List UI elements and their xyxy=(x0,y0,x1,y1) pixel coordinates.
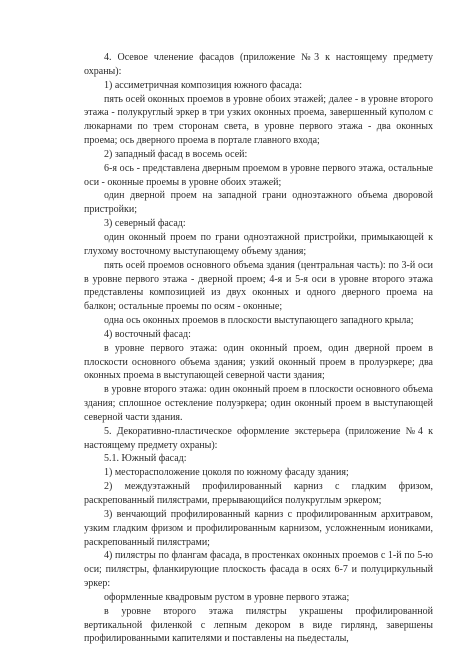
paragraph: в уровне первого этажа: один оконный проем, один дверной проем в плоскости основного объема здания; узкий оконный проем в пролуэркере; два оконных проема в выступающей северной части здания; xyxy=(84,342,433,382)
paragraph: одна ось оконных проемов в плоскости выступающего западного крыла; xyxy=(104,315,414,327)
list-item-north-facade: 3) северный фасад: xyxy=(104,218,186,230)
paragraph: оформленные квадровым рустом в уровне первого этажа; xyxy=(104,591,350,603)
list-item: 2) междуэтажный профилированный карниз с гладким фризом, раскрепованный пилястрами, прерывающийся полукруглым эркером; xyxy=(84,481,433,506)
list-item: 1) месторасположение цоколя по южному фасаду здания; xyxy=(104,467,349,479)
paragraph: в уровне второго этажа: один оконный проем в плоскости основного объема здания; сплошное остекление полуэркера; один оконный проем в выступающей северной части здания. xyxy=(84,384,433,423)
paragraph: один оконный проем по грани одноэтажной пристройки, примыкающей к глухому восточному выступающему объему здания; xyxy=(84,231,433,257)
paragraph: один дверной проем на западной грани одноэтажного объема дворовой пристройки; xyxy=(84,190,433,216)
list-item: 3) венчающий профилированный карниз с профилированным архитравом, узким гладким фризом и профилированным карнизом, усложненным иониками, раскрепованный пилястрами; xyxy=(84,508,433,548)
list-item-east-facade: 4) восточный фасад: xyxy=(104,328,191,340)
subsection-heading-south-facade: 5.1. Южный фасад: xyxy=(104,453,187,465)
paragraph: 6-я ось - представлена дверным проемом в уровне первого этажа, остальные оси - оконные проемы в уровне обоих этажей; xyxy=(84,162,433,188)
section-heading-decoration: 5. Декоративно-пластическое оформление экстерьера (приложение №4 к настоящему предмету охраны): xyxy=(84,425,433,451)
list-item-west-facade: 2) западный фасад в восемь осей: xyxy=(104,148,248,160)
document-body xyxy=(84,51,433,646)
paragraph: пять осей проемов основного объема здания (центральная часть): по 3-й оси в уровне первого этажа - дверной проем; 4-я и 5-я оси в уровне второго этажа представлены композицией из двух оконных и одного дверного проема на балкон; остальные проемы по осям - оконные; xyxy=(84,259,433,313)
section-heading-axial-division: 4. Осевое членение фасадов (приложение №3 к настоящему предмету охраны): xyxy=(84,52,433,77)
paragraph: пять осей оконных проемов в уровне обоих этажей; далее - в уровне второго этажа - полукруглый эркер в три узких оконных проема, завершенный куполом с люкарнами по трем сторонам света, в уровне первого этажа - два оконных проема; ось дверного проема в портале главного входа; xyxy=(84,93,433,147)
paragraph: в уровне второго этажа пилястры украшены профилированной вертикальной филенкой с лепным декором в виде гирлянд, завершены профилированными капителями и поставлены на пьедесталы, xyxy=(84,605,433,645)
list-item: 4) пилястры по флангам фасада, в простенках оконных проемов с 1-й по 5-ю оси; пилястры, фланкирующие плоскость фасада в осях 6-7 и полуциркульный эркер: xyxy=(84,550,433,590)
list-item-south-facade: 1) ассиметричная композиция южного фасада: xyxy=(104,79,303,91)
